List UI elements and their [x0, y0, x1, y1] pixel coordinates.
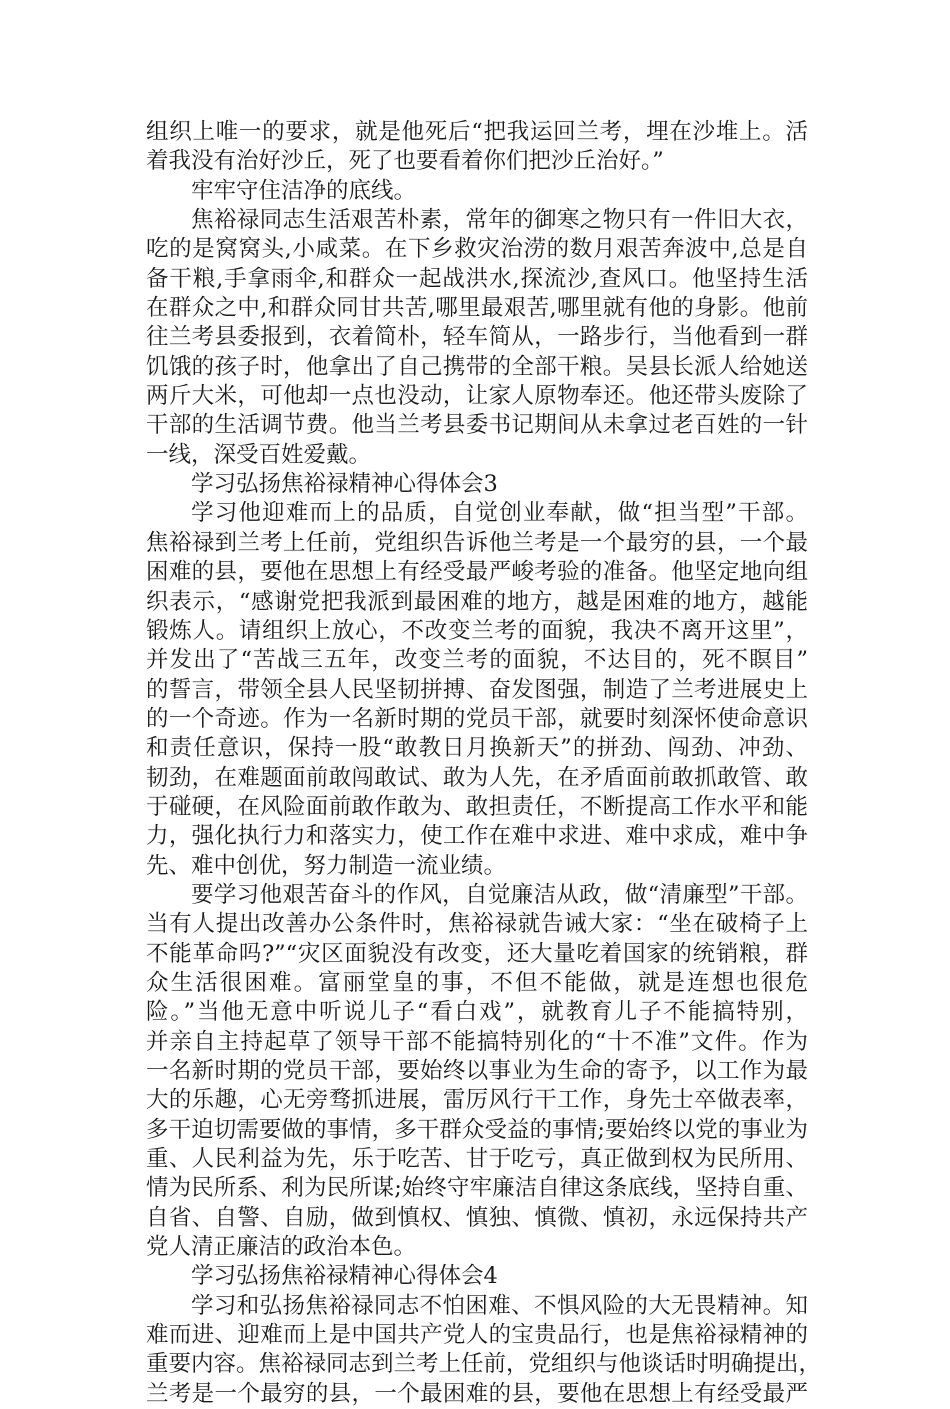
text-line: 焦裕禄到兰考上任前，党组织告诉他兰考是一个最穷的县，一个最	[146, 529, 808, 556]
text-line: 吃的是窝窝头,小咸菜。在下乡救灾治涝的数月艰苦奔波中,总是自	[146, 236, 808, 263]
text-line: 学习弘扬焦裕禄精神心得体会3	[191, 471, 498, 498]
text-line: 焦裕禄同志生活艰苦朴素，常年的御寒之物只有一件旧大衣，	[191, 207, 808, 234]
document-body	[146, 118, 822, 1409]
text-line: 力，强化执行力和落实力，使工作在难中求进、难中求成，难中争	[146, 823, 808, 850]
text-line: 韧劲，在难题面前敢闯敢试、敢为人先，在矛盾面前敢抓敢管、敢	[146, 764, 808, 791]
text-line: 着我没有治好沙丘，死了也要看着你们把沙丘治好。”	[146, 148, 664, 175]
text-line: 和责任意识，保持一股“敢教日月换新天”的拼劲、闯劲、冲劲、	[146, 735, 808, 762]
text-line: 当有人提出改善办公条件时，焦裕禄就告诫大家：“坐在破椅子上	[146, 911, 808, 938]
text-line: 险。”当他无意中听说儿子“看白戏”，就教育儿子不能搞特别，	[146, 999, 808, 1026]
text-line: 重要内容。焦裕禄同志到兰考上任前，党组织与他谈话时明确提出，	[146, 1351, 822, 1378]
text-line: 重、人民利益为先，乐于吃苦、甘于吃亏，真正做到权为民所用、	[146, 1146, 808, 1173]
text-line: 两斤大米，可他却一点也没动，让家人原物奉还。他还带头废除了	[146, 383, 808, 410]
text-line: 党人清正廉洁的政治本色。	[146, 1234, 417, 1261]
text-line: 饥饿的孩子时，他拿出了自己携带的全部干粮。吴县长派人给她送	[146, 353, 808, 380]
text-line: 情为民所系、利为民所谋;始终守牢廉洁自律这条底线，坚持自重、	[146, 1175, 808, 1202]
text-line: 的誓言，带领全县人民坚韧拼搏、奋发图强，制造了兰考进展史上	[146, 676, 808, 703]
text-line: 并亲自主持起草了领导干部不能搞特别化的“十不准”文件。作为	[146, 1028, 808, 1055]
text-line: 备干粮,手拿雨伞,和群众一起战洪水,探流沙,查风口。他坚持生活	[146, 265, 808, 292]
text-line: 困难的县，要他在思想上有经受最严峻考验的准备。他坚定地向组	[146, 559, 808, 586]
text-line: 多干迫切需要做的事情，多干群众受益的事情;要始终以党的事业为	[146, 1116, 808, 1143]
text-line: 一名新时期的党员干部，要始终以事业为生命的寄予，以工作为最	[146, 1058, 808, 1084]
text-line: 在群众之中,和群众同甘共苦,哪里最艰苦,哪里就有他的身影。他前	[146, 295, 808, 322]
text-line: 不能革命吗?”“灾区面貌没有改变，还大量吃着国家的统销粮，群	[146, 940, 808, 967]
text-line: 一线，深受百姓爱戴。	[146, 441, 372, 468]
text-line: 学习弘扬焦裕禄精神心得体会4	[191, 1263, 498, 1290]
text-line: 要学习他艰苦奋斗的作风，自觉廉洁从政，做“清廉型”干部。	[191, 881, 808, 908]
text-line: 于碰硬，在风险面前敢作敢为、敢担责任，不断提高工作水平和能	[146, 793, 808, 820]
text-line: 学习他迎难而上的品质，自觉创业奉献，做“担当型”干部。	[191, 500, 808, 527]
text-line: 并发出了“苦战三五年，改变兰考的面貌，不达目的，死不瞑目”	[146, 647, 808, 674]
text-line: 往兰考县委报到，衣着简朴，轻车简从，一路步行，当他看到一群	[146, 324, 808, 351]
text-line: 众生活很困难。富丽堂皇的事，不但不能做，就是连想也很危	[146, 969, 808, 996]
text-line: 大的乐趣，心无旁骛抓进展，雷厉风行干工作，身先士卒做表率，	[146, 1087, 808, 1114]
text-line: 干部的生活调节费。他当兰考县委书记期间从未拿过老百姓的一针	[146, 412, 808, 439]
text-line: 自省、自警、自励，做到慎权、慎独、慎微、慎初，永远保持共产	[146, 1204, 808, 1231]
text-line: 的一个奇迹。作为一名新时期的党员干部，就要时刻深怀使命意识	[146, 705, 808, 732]
text-line: 组织上唯一的要求，就是他死后“把我运回兰考，埋在沙堆上。活	[146, 119, 808, 145]
text-line: 锻炼人。请组织上放心，不改变兰考的面貌，我决不离开这里”，	[146, 617, 808, 644]
text-line: 兰考是一个最穷的县，一个最困难的县，要他在思想上有经受最严	[146, 1380, 808, 1407]
text-line: 先、难中创优，努力制造一流业绩。	[146, 852, 507, 879]
text-line: 牢牢守住洁净的底线。	[191, 177, 417, 204]
text-line: 难而进、迎难而上是中国共产党人的宝贵品行，也是焦裕禄精神的	[146, 1322, 808, 1349]
text-line: 学习和弘扬焦裕禄同志不怕困难、不惧风险的大无畏精神。知	[191, 1292, 808, 1319]
text-line: 织表示，“感谢党把我派到最困难的地方，越是困难的地方，越能	[146, 588, 808, 615]
